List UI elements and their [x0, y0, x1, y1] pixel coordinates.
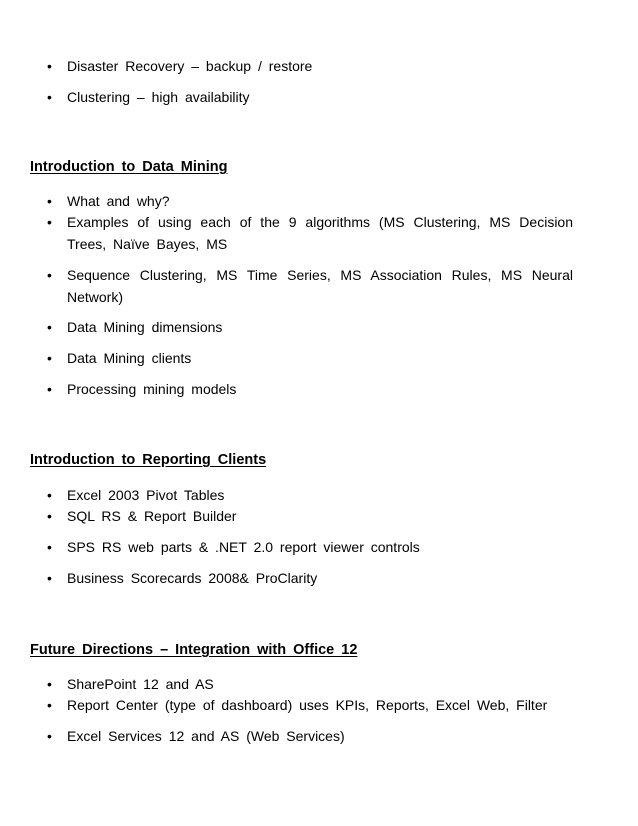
bullet: •	[47, 214, 52, 230]
list-item	[47, 536, 573, 558]
list-item-text: What and why?	[67, 193, 170, 209]
bullet: •	[47, 89, 52, 105]
list-item-text: Data Mining clients	[67, 350, 192, 366]
list-item-text: SQL RS & Report Builder	[67, 508, 237, 524]
section-heading-data-mining: Introduction to Data Mining	[30, 159, 228, 175]
list-item-text: Sequence Clustering, MS Time Series, MS Association Rules, MS Neural Network)	[67, 267, 573, 305]
list-item-text: Disaster Recovery – backup / restore	[67, 58, 313, 74]
bullet: •	[47, 728, 52, 744]
bullet: •	[47, 350, 52, 366]
bullet: •	[47, 539, 52, 555]
list-item	[47, 211, 573, 255]
list-item	[47, 673, 573, 695]
list-item	[47, 316, 573, 338]
list-item	[47, 694, 573, 716]
list-item	[47, 86, 573, 108]
list-item	[47, 264, 573, 308]
list-item-text: Business Scorecards 2008& ProClarity	[67, 570, 318, 586]
list-item-text: SharePoint 12 and AS	[67, 676, 214, 692]
list-item-text: SPS RS web parts & .NET 2.0 report viewer controls	[67, 539, 420, 555]
list-item	[47, 567, 573, 589]
bullet: •	[47, 267, 52, 283]
list-item-text: Excel 2003 Pivot Tables	[67, 487, 225, 503]
list-item-text: Excel Services 12 and AS (Web Services)	[67, 728, 345, 744]
section-heading-future-directions: Future Directions – Integration with Office 12	[30, 642, 358, 658]
section-heading-reporting-clients: Introduction to Reporting Clients	[30, 452, 267, 468]
list-item	[47, 725, 573, 747]
bullet: •	[47, 319, 52, 335]
list-item	[47, 484, 573, 506]
list-item-text: Report Center (type of dashboard) uses KPIs, Reports, Excel Web, Filter	[67, 697, 548, 713]
bullet: •	[47, 381, 52, 397]
bullet: •	[47, 508, 52, 524]
list-item	[47, 347, 573, 369]
bullet: •	[47, 193, 52, 209]
bullet: •	[47, 58, 52, 74]
list-item-text: Processing mining models	[67, 381, 237, 397]
list-item	[47, 190, 573, 212]
list-item	[47, 378, 573, 400]
bullet: •	[47, 697, 52, 713]
bullet: •	[47, 487, 52, 503]
list-item-text: Examples of using each of the 9 algorithms (MS Clustering, MS Decision Trees, Naïve Bayes, MS	[67, 214, 573, 252]
list-item-text: Data Mining dimensions	[67, 319, 223, 335]
bullet: •	[47, 676, 52, 692]
list-item	[47, 55, 573, 77]
list-item-text: Clustering – high availability	[67, 89, 250, 105]
bullet: •	[47, 570, 52, 586]
list-item	[47, 505, 573, 527]
